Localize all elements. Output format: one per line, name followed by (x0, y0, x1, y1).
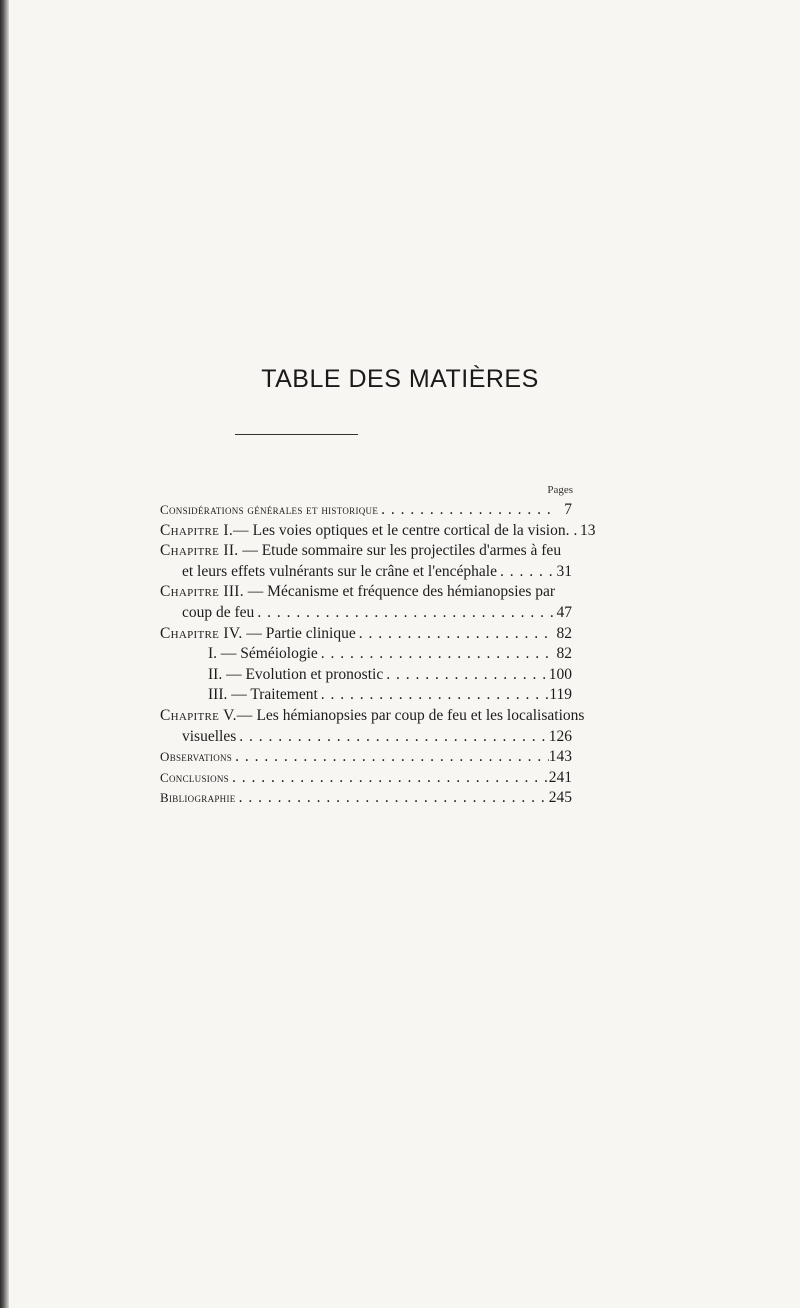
toc-entry-observations[interactable] (160, 747, 572, 768)
toc-entry-label: — Etude sommaire sur les projectiles d'armes à feu (242, 542, 562, 560)
toc-entry-label-continued: visuelles (182, 727, 237, 745)
toc-entry-page: 13 (579, 521, 596, 539)
dot-leader (232, 747, 549, 768)
page-title: TABLE DES MATIÈRES (261, 365, 539, 393)
toc-entry-page: 143 (548, 748, 572, 766)
toc-entry-label: III. — Traitement (208, 686, 318, 704)
toc-entry-chapter-3-line1[interactable] (160, 582, 572, 603)
toc-entry-page: 82 (556, 624, 572, 642)
toc-entry-label-continued: coup de feu (182, 603, 255, 621)
toc-entry-label: Bibliographie (160, 790, 236, 806)
toc-entry-label: Les hémianopsies par coup de feu et les localisations (256, 706, 585, 724)
toc-entry-page: 47 (556, 603, 572, 621)
toc-entry-page: 241 (548, 768, 572, 786)
chapter-prefix: Chapitre II. (160, 542, 239, 560)
toc-entry-page: 100 (548, 665, 572, 683)
dot-leader (356, 624, 554, 645)
dot-leader (236, 727, 549, 748)
toc-entry-chapter-2-line2[interactable] (160, 562, 572, 583)
toc-entry-chapter-4[interactable] (160, 624, 572, 645)
chapter-prefix: Chapitre IV. (160, 624, 243, 642)
toc-entry-label: Observations (160, 749, 233, 765)
toc-entry-label-continued: et leurs effets vulnérants sur le crâne et l'encéphale (182, 562, 497, 580)
toc-entry-conclusions[interactable] (160, 768, 572, 789)
chapter-prefix: Chapitre III. (160, 583, 244, 601)
dot-leader (383, 665, 549, 686)
toc-entry-label: — Mécanisme et fréquence des hémianopsies par (247, 583, 556, 601)
title-divider (235, 434, 358, 435)
toc-entry-bibliographie[interactable] (160, 788, 572, 809)
toc-entry-page: 31 (556, 562, 572, 580)
dot-leader (318, 685, 550, 706)
toc-entry-page: 119 (549, 686, 572, 704)
chapter-prefix: Chapitre I.— (160, 521, 249, 539)
toc-entry-considerations[interactable] (160, 500, 572, 521)
toc-subentry-semeiologie[interactable] (160, 644, 572, 665)
pages-column-header: Pages (547, 484, 573, 496)
toc-entry-page: 7 (564, 501, 572, 518)
toc-entry-label: Considérations générales et historique (160, 502, 379, 517)
toc-entry-label: Conclusions (160, 769, 229, 785)
toc-entry-chapter-1[interactable] (160, 521, 596, 542)
dot-leader (318, 644, 554, 665)
toc-entry-page: 82 (556, 645, 572, 663)
toc-entry-chapter-5-line2[interactable] (160, 727, 572, 748)
chapter-prefix: Chapitre V.— (160, 706, 253, 724)
toc-entry-page: 126 (548, 727, 572, 745)
table-of-contents (160, 500, 596, 809)
toc-entry-label: I. — Séméiologie (208, 645, 318, 663)
toc-subentry-evolution[interactable] (160, 665, 572, 686)
toc-subentry-traitement[interactable] (160, 685, 572, 706)
toc-entry-chapter-3-line2[interactable] (160, 603, 572, 624)
toc-entry-label: — Partie clinique (246, 624, 356, 642)
dot-leader (254, 603, 554, 624)
toc-entry-chapter-2-line1[interactable] (160, 541, 572, 562)
spacer (569, 521, 577, 542)
page-edge-shadow (0, 0, 9, 1308)
toc-entry-chapter-5-line1[interactable] (160, 706, 585, 727)
toc-entry-label: II. — Evolution et pronostic (208, 665, 384, 683)
dot-leader (229, 768, 549, 789)
dot-leader (497, 562, 554, 583)
toc-entry-label: Les voies optiques et le centre cortical de la vision. (252, 521, 570, 539)
toc-entry-page: 245 (548, 789, 572, 807)
dot-leader (378, 500, 554, 521)
dot-leader (236, 788, 549, 809)
